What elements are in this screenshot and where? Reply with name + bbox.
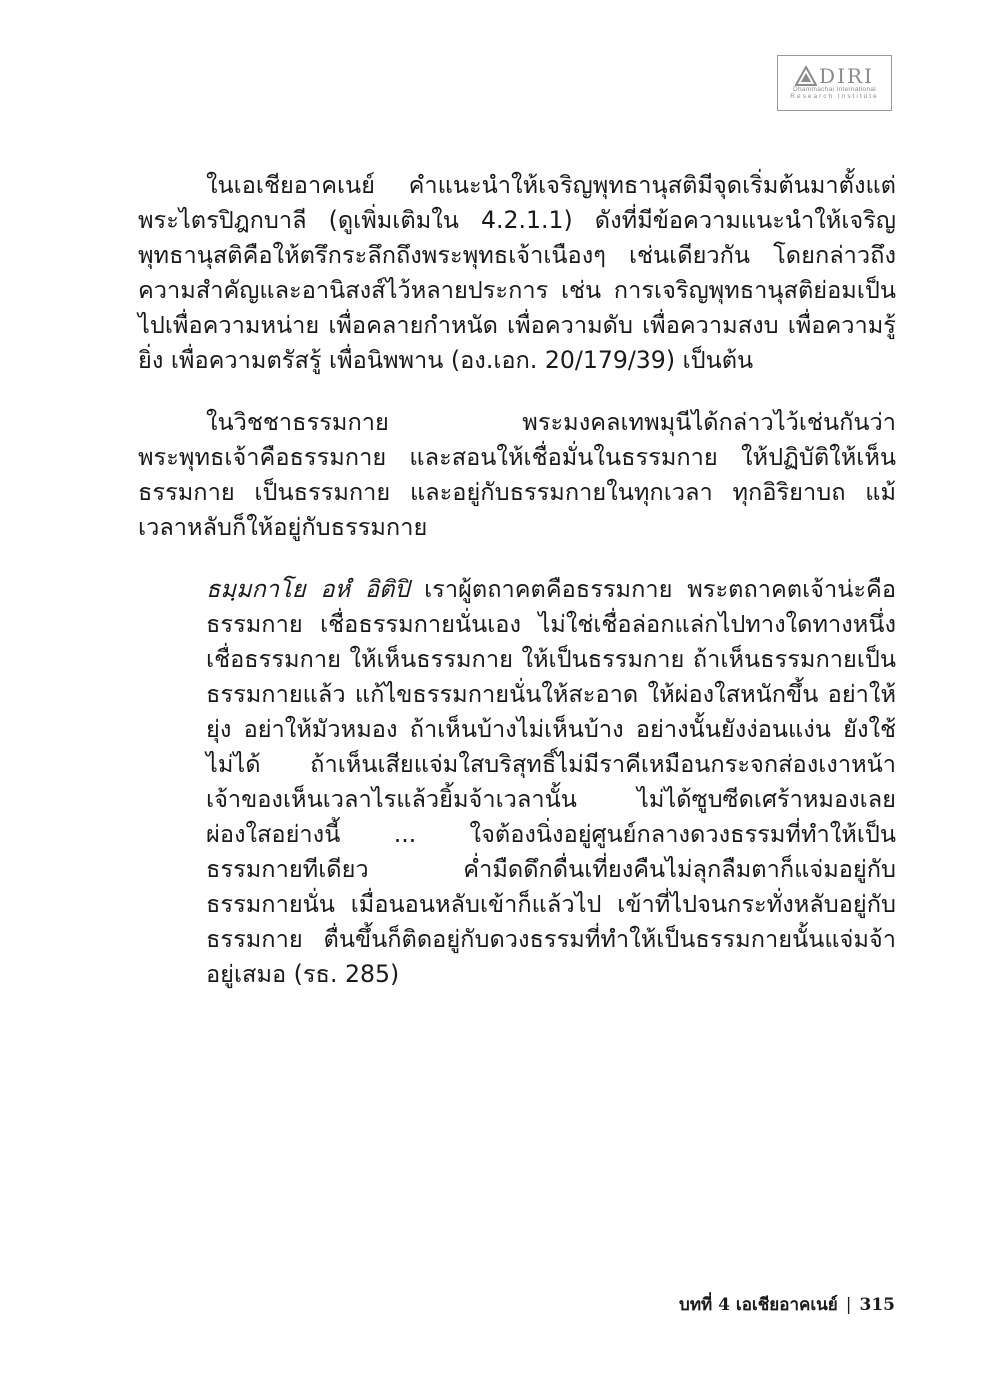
quote-text: เราผู้ตถาคตคือธรรมกาย พระตถาคตเจ้าน่ะคือธรรมกาย เชื่อธรรมกายนั่นเอง ไม่ใช่เชื่อล่อกแล่กไปทางใดทางหนึ่ง เชื่อธรรมกาย ให้เห็นธรรมกาย ให้เป็นธรรมกาย ถ้าเห็นธรรมกายเป็นธรรมกายแล้ว แก้ไขธรรมกายนั่นให้สะอาด ให้ผ่องใสหนักขึ้น อย่าให้ยุ่ง อย่าให้มัวหมอง ถ้าเห็นบ้างไม่เห็นบ้าง อย่างนั้นยังง่อนแง่น ยังใช้ไม่ได้ ถ้าเห็นเสียแจ่มใสบริสุทธิ์ไม่มีราคีเหมือนกระจกส่องเงาหน้า เจ้าของเห็นเวลาไรแล้วยิ้มจ้าเวลานั้น ไม่ได้ซูบซีดเศร้าหมองเลย ผ่องใสอย่างนี้ ... ใจต้องนิ่งอยู่ศูนย์กลางดวงธรรมที่ทำให้เป็นธรรมกายทีเดียว ค่ำมืดดึกดื่นเที่ยงคืนไม่ลุกลืมตาก็แจ่มอยู่กับธรรมกายนั่น เมื่อนอนหลับเข้าก็แล้วไป เข้าที่ไปจนกระทั่งหลับอยู่กับธรรมกาย ตื่นขึ้นก็ติดอยู่กับดวงธรรมที่ทำให้เป็นธรรมกายนั้นแจ่มจ้าอยู่เสมอ (รธ. 285): [206, 575, 896, 988]
diri-logo: [777, 55, 892, 111]
page-body: [138, 168, 896, 992]
logo-subtitle-line2: Research Institute: [790, 93, 879, 100]
page-number: 315: [859, 1295, 895, 1315]
diri-triangle-logo-icon: [795, 66, 817, 86]
logo-subtitle: [790, 86, 878, 101]
logo-subtitle-line1: Dhammachai International: [792, 85, 877, 93]
block-quote: [206, 572, 896, 992]
logo-wordmark: DIRI: [819, 63, 874, 88]
logo-top-row: [795, 63, 874, 88]
footer-separator: |: [845, 1295, 852, 1315]
paragraph-dhammakaya: ในวิชชาธรรมกาย พระมงคลเทพมุนีได้กล่าวไว้เช่นกันว่า พระพุทธเจ้าคือธรรมกาย และสอนให้เชื่อมั่นในธรรมกาย ให้ปฏิบัติให้เห็นธรรมกาย เป็นธรรมกาย และอยู่กับธรรมกายในทุกเวลา ทุกอิริยาบถ แม้เวลาหลับก็ให้อยู่กับธรรมกาย: [138, 408, 896, 541]
paragraph-buddhanussati: ในเอเชียอาคเนย์ คำแนะนำให้เจริญพุทธานุสติมีจุดเริ่มต้นมาตั้งแต่พระไตรปิฎกบาลี (ดูเพิ่มเติมใน 4.2.1.1) ดังที่มีข้อความแนะนำให้เจริญพุทธานุสติคือให้ตรึกระลึกถึงพระพุทธเจ้าเนืองๆ เช่นเดียวกัน โดยกล่าวถึงความสำคัญและอานิสงส์ไว้หลายประการ เช่น การเจริญพุทธานุสติย่อมเป็นไปเพื่อความหน่าย เพื่อคลายกำหนัด เพื่อความดับ เพื่อความสงบ เพื่อความรู้ยิ่ง เพื่อความตรัสรู้ เพื่อนิพพาน (อง.เอก. 20/179/39) เป็นต้น: [138, 171, 896, 374]
page-footer: [679, 1291, 895, 1318]
quote-pali-phrase: ธมฺมกาโย อหํ อิติปิ: [206, 575, 410, 603]
chapter-title: บทที่ 4 เอเชียอาคเนย์: [679, 1295, 838, 1315]
